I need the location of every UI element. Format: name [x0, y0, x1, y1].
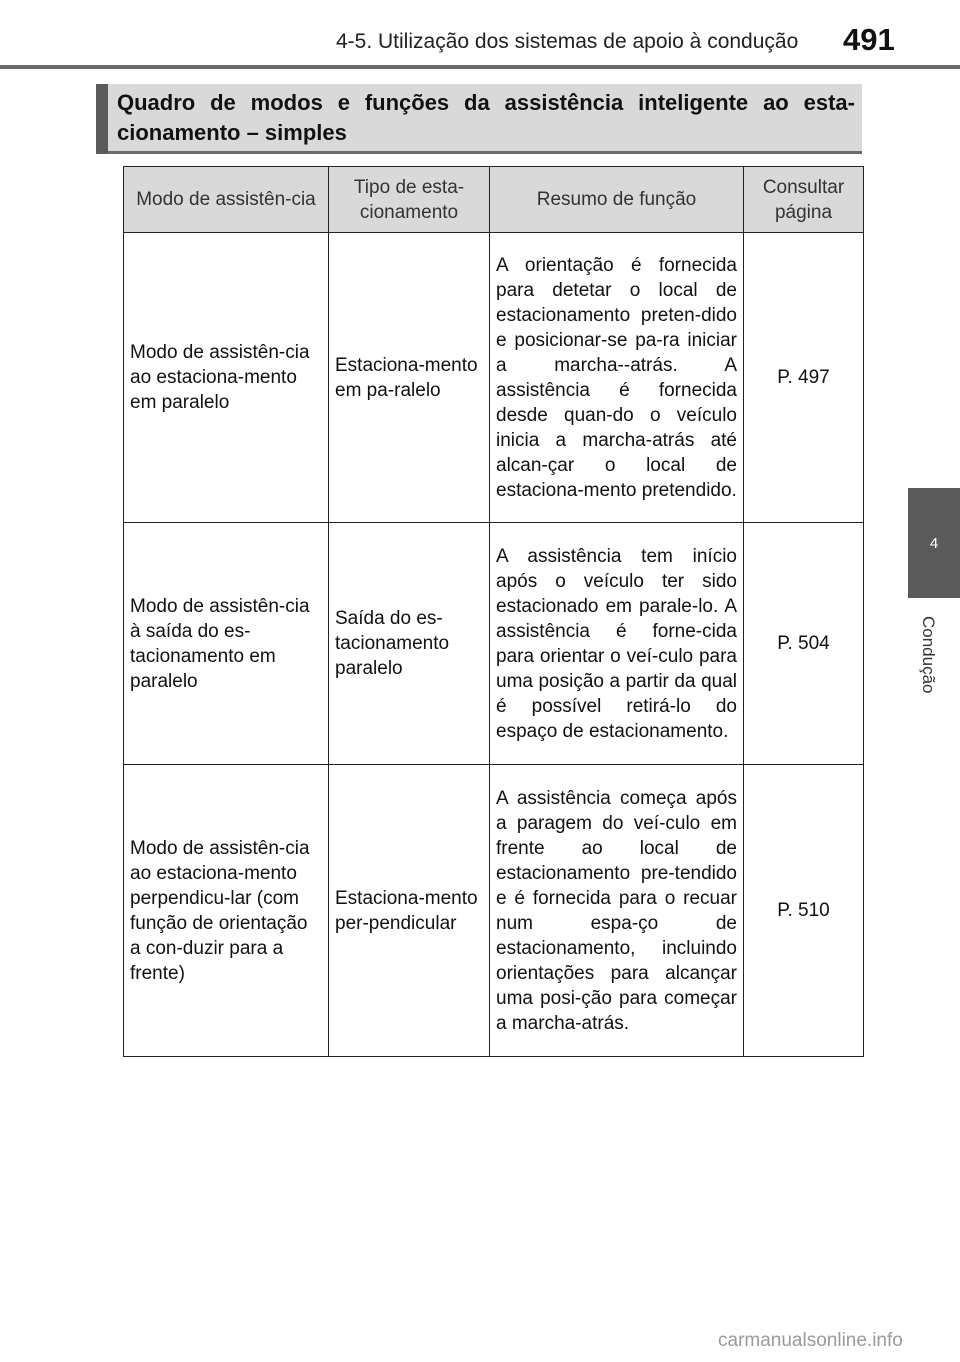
- mode-cell: Modo de assistên-cia ao estaciona-mento em paralelo: [124, 233, 329, 523]
- chapter-label: Condução: [919, 616, 938, 694]
- table-header-row: [124, 167, 864, 233]
- chapter-tab: [908, 488, 960, 598]
- mode-cell: Modo de assistên-cia à saída do es-tacionamento em paralelo: [124, 523, 329, 765]
- section-title: Quadro de modos e funções da assistência inteligente ao esta-cionamento – simples: [117, 90, 855, 145]
- running-header: 4-5. Utilização dos sistemas de apoio à condução: [336, 30, 799, 53]
- column-header-summary: Resumo de função: [490, 167, 744, 233]
- modes-table: [123, 166, 864, 1057]
- parking-type-cell: Estaciona-mento per-pendicular: [329, 765, 490, 1057]
- summary-cell: A assistência tem início após o veículo ter sido estacionado em parale-lo. A assistência é forne-cida para orientar o veí-culo para uma posição a partir da qual é possível retirá-lo do espaço de estacionamento.: [490, 523, 744, 765]
- page-ref-cell: P. 510: [744, 765, 864, 1057]
- parking-type-cell: Estaciona-mento em pa-ralelo: [329, 233, 490, 523]
- page-ref-cell: P. 504: [744, 523, 864, 765]
- section-heading-bar: [96, 84, 108, 154]
- column-header-type: Tipo de esta-cionamento: [329, 167, 490, 233]
- column-header-mode: Modo de assistên-cia: [124, 167, 329, 233]
- table-row: [124, 233, 864, 523]
- watermark-text: carmanualsonline.info: [718, 1330, 903, 1351]
- table-row: [124, 765, 864, 1057]
- column-header-page: Consultar página: [744, 167, 864, 233]
- summary-cell: A orientação é fornecida para detetar o local de estacionamento preten-dido e posicionar-se pa-ra iniciar a marcha--atrás. A assistência é fornecida desde quan-do o veículo inicia a marcha-atrás até alcan-çar o local de estaciona-mento pretendido.: [490, 233, 744, 523]
- chapter-number: 4: [929, 534, 939, 552]
- header-divider: [0, 65, 960, 69]
- table-row: [124, 523, 864, 765]
- page-number: 491: [843, 22, 895, 57]
- mode-cell: Modo de assistên-cia ao estaciona-mento perpendicu-lar (com função de orientação a con-duzir para a frente): [124, 765, 329, 1057]
- page-ref-cell: P. 497: [744, 233, 864, 523]
- summary-cell: A assistência começa após a paragem do veí-culo em frente ao local de estacionamento pre-tendido e é fornecida para o recuar num espa-ço de estacionamento, incluindo orientações para alcançar uma posi-ção para começar a marcha-atrás.: [490, 765, 744, 1057]
- parking-type-cell: Saída do es-tacionamento paralelo: [329, 523, 490, 765]
